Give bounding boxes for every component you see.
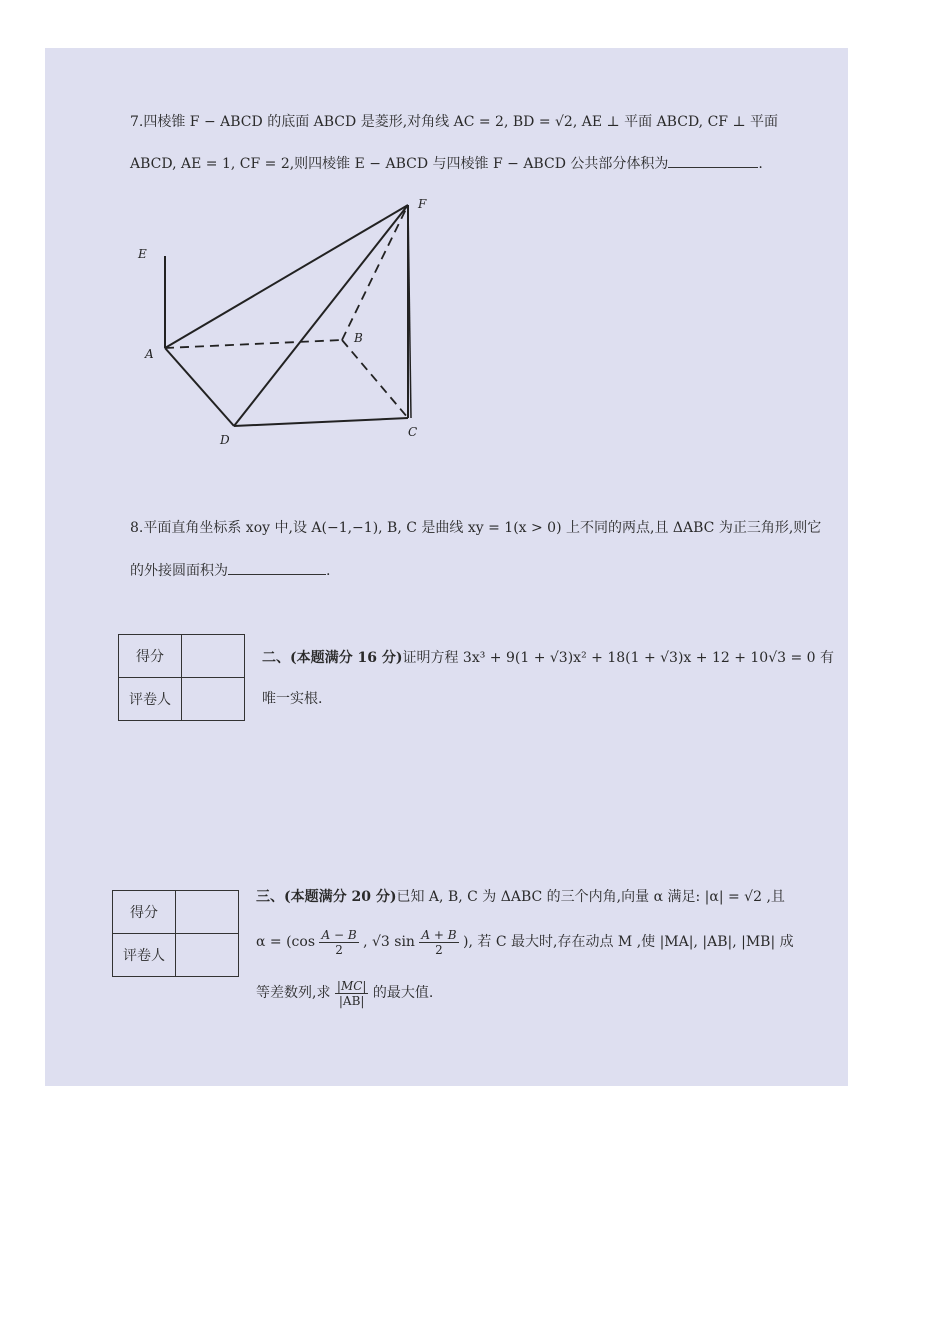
frac2-numerator: A + B: [421, 927, 457, 942]
frac2-denominator: 2: [435, 942, 443, 957]
part3-score-cell: [176, 891, 239, 934]
q8-line2: 的外接圆面积为 .: [130, 560, 330, 581]
edge-DF: [234, 205, 408, 426]
part2-line1: [262, 648, 834, 668]
fraction-a-plus-b: [419, 928, 458, 957]
part3-heading: 三、(本题满分 20 分): [256, 889, 397, 905]
edge-BC: [342, 340, 408, 418]
part3-score-label: 得分: [113, 891, 176, 934]
part2-text1: 证明方程 3x³ + 9(1 + √3)x² + 18(1 + √3)x + 12 + 10√3 = 0 有: [402, 650, 835, 666]
label-C: C: [408, 425, 418, 439]
frac1-denominator: 2: [335, 942, 343, 957]
label-D: D: [220, 433, 230, 447]
part2-heading: 二、(本题满分 16 分): [262, 650, 403, 666]
q7-answer-blank: [668, 153, 758, 168]
part2-score-table: [118, 634, 245, 721]
q8-line1: 8.平面直角坐标系 xoy 中,设 A(−1,−1), B, C 是曲线 xy = 1(x > 0) 上不同的两点,且 ΔABC 为正三角形,则它: [130, 520, 822, 536]
part3-line3: [256, 976, 433, 1010]
part2-score-cell: [182, 635, 245, 678]
label-B: B: [354, 331, 363, 345]
edge-AF: [165, 205, 408, 348]
part3-score-table: [112, 890, 239, 977]
part3-text3-start: 等差数列,求: [256, 985, 331, 1001]
edge-DC: [234, 418, 408, 426]
label-F: F: [418, 197, 427, 211]
part3-text3-end: 的最大值.: [372, 985, 434, 1001]
edge-AB: [165, 340, 342, 348]
pyramid-figure: [120, 190, 440, 450]
q7-line2: ABCD, AE = 1, CF = 2,则四棱锥 E − ABCD 与四棱锥 F − ABCD 公共部分体积为 .: [130, 153, 763, 174]
frac3-denominator: |AB|: [338, 993, 365, 1008]
part2-grader-cell: [182, 678, 245, 721]
q7-line2-text: ABCD, AE = 1, CF = 2,则四棱锥 E − ABCD 与四棱锥 F − ABCD 公共部分体积为: [130, 156, 669, 172]
q8-answer-blank: [228, 560, 326, 575]
q8-line2-text: 的外接圆面积为: [130, 563, 228, 579]
part3-text2-mid: , √3 sin: [363, 934, 415, 950]
part2-score-label: 得分: [119, 635, 182, 678]
part3-text2-end: ), 若 C 最大时,存在动点 M ,使 |MA|, |AB|, |MB| 成: [463, 934, 794, 950]
part3-line1: [256, 887, 785, 907]
part2-grader-label: 评卷人: [119, 678, 182, 721]
part3-text2-start: α = (cos: [256, 934, 316, 950]
q7-line1: 7.四棱锥 F − ABCD 的底面 ABCD 是菱形,对角线 AC = 2, BD = √2, AE ⊥ 平面 ABCD, CF ⊥ 平面: [130, 114, 779, 130]
label-A: A: [145, 347, 154, 361]
part3-line2: [256, 925, 794, 959]
part3-text1: 已知 A, B, C 为 ΔABC 的三个内角,向量 α 满足: |α| = √2 ,且: [396, 889, 785, 905]
part2-line2: 唯一实根.: [262, 691, 323, 707]
edge-AD: [165, 348, 234, 426]
part3-grader-cell: [176, 934, 239, 977]
part3-grader-label: 评卷人: [113, 934, 176, 977]
label-E: E: [138, 247, 147, 261]
fraction-a-minus-b: [319, 928, 358, 957]
fraction-mc-over-ab: [335, 979, 369, 1008]
frac1-numerator: A − B: [321, 927, 357, 942]
frac3-numerator: |MC|: [336, 978, 367, 993]
